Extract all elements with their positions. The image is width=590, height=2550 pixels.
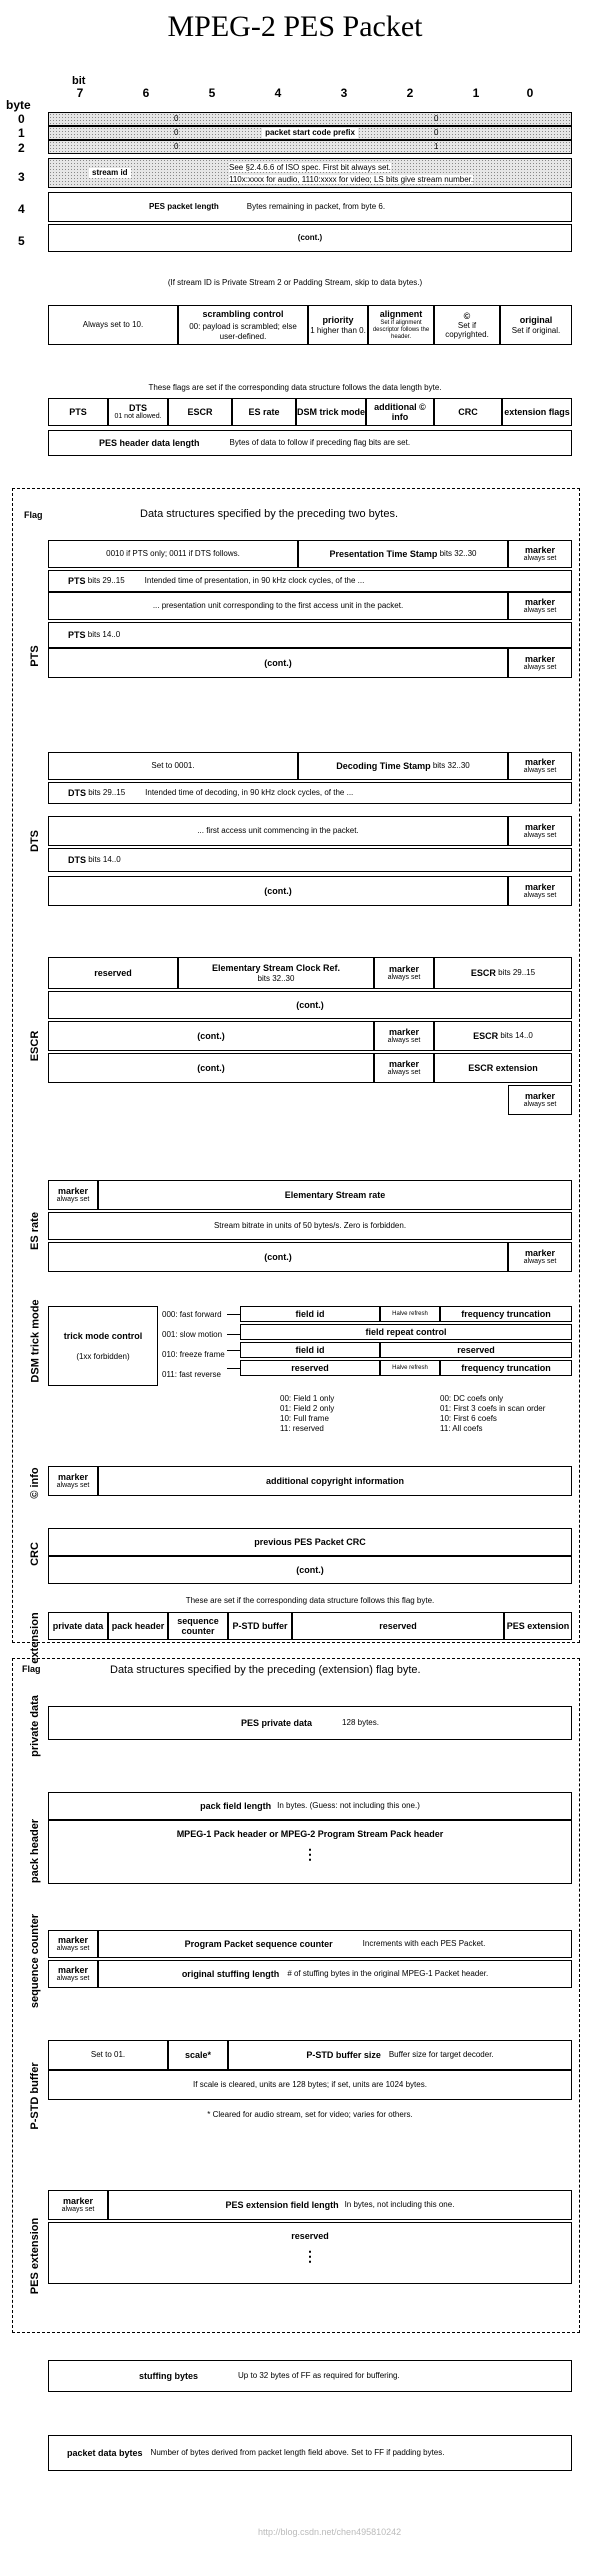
dts-marker-3: marker always set — [508, 876, 572, 906]
copyright-info-marker: marker always set — [48, 1466, 98, 1496]
freq-trunc-2: 10: First 6 coefs — [440, 1414, 497, 1423]
dsm-connector-0 — [227, 1314, 240, 1315]
pts-cont: (cont.) — [48, 648, 508, 678]
panel2-heading: Data structures specified by the preceding (extension) flag byte. — [110, 1664, 421, 1676]
es-rate-marker-2: marker always set — [508, 1242, 572, 1272]
skip-note: (If stream ID is Private Stream 2 or Padding Stream, skip to data bytes.) — [167, 278, 423, 287]
byte-3: 3 — [18, 170, 25, 184]
bit-4: 4 — [274, 86, 282, 100]
dsm-field-repeat: field repeat control — [240, 1324, 572, 1340]
start-code-byte-0: 0 0 — [48, 112, 572, 126]
freq-trunc-1: 01: First 3 coefs in scan order — [440, 1404, 546, 1413]
field-id-2: 10: Full frame — [280, 1414, 329, 1423]
es-rate-label: Elementary Stream rate — [98, 1180, 572, 1210]
bit-6: 6 — [142, 86, 150, 100]
dsm-field-id-2: field id — [240, 1342, 380, 1358]
pack-header-continuation-dots: ⋮ — [303, 1846, 317, 1863]
escr-section-label: ESCR — [29, 1030, 41, 1062]
page-title: MPEG-2 PES Packet — [167, 10, 423, 43]
dts-decoding-cont: ... first access unit commencing in the packet. — [48, 816, 508, 846]
escr-bits-29-15: ESCR bits 29..15 — [434, 957, 572, 989]
dsm-reserved-2: reserved — [240, 1360, 380, 1376]
bit-label: bit — [72, 75, 86, 87]
freq-trunc-3: 11: All coefs — [440, 1424, 483, 1433]
byte-4: 4 — [18, 202, 25, 216]
panel1-heading: Data structures specified by the preceding two bytes. — [140, 508, 399, 520]
dts-prefix: Set to 0001. — [48, 752, 298, 780]
pts-time-stamp-hi: Presentation Time Stamp bits 32..30 — [298, 540, 508, 568]
pstd-buffer-size: P-STD buffer size Buffer size for target decoder. — [228, 2040, 572, 2070]
pack-header-section-label: pack header — [29, 1818, 41, 1884]
pts-section-label: PTS — [29, 645, 41, 667]
escr-cont-1: (cont.) — [48, 991, 572, 1019]
alignment-field: alignment Set if alignment descriptor follows the header. — [368, 305, 434, 345]
pts-marker-1: marker always set — [508, 540, 572, 568]
pes-extension-flag: PES extension — [504, 1612, 572, 1640]
extension-flags-note: These are set if the corresponding data structure follows this flag byte. — [185, 1596, 435, 1605]
bit-3: 3 — [340, 86, 348, 100]
dsm-freq-trunc-1: frequency truncation — [440, 1306, 572, 1322]
escr-cont-2: (cont.) — [48, 1021, 374, 1051]
copyright-info-section-label: © info — [29, 1467, 41, 1499]
pes-packet-length-row: PES packet length Bytes remaining in packet, from byte 6. — [48, 192, 572, 222]
pes-extension-continuation-dots: ⋮ — [303, 2248, 317, 2265]
flags-note: These flags are set if the corresponding data structure follows the data length byte. — [148, 383, 442, 392]
sequence-counter-flag: sequence counter — [168, 1612, 228, 1640]
es-rate-desc: Stream bitrate in units of 50 bytes/s. Zero is forbidden. — [48, 1212, 572, 1240]
additional-copyright-info: additional copyright information — [98, 1466, 572, 1496]
pts-prefix: 0010 if PTS only; 0011 if DTS follows. — [48, 540, 298, 568]
pstd-buffer-size-cont: If scale is cleared, units are 128 bytes; if set, units are 1024 bytes. — [48, 2070, 572, 2100]
escr-reserved: reserved — [48, 957, 178, 989]
pes-extension-reserved: reserved ⋮ — [48, 2222, 572, 2284]
escr-clock-ref: Elementary Stream Clock Ref. bits 32..30 — [178, 957, 374, 989]
dts-bits-29-15: DTS bits 29..15 Intended time of decoding, in 90 kHz clock cycles, of the ... — [48, 782, 572, 804]
dsm-connector-3 — [227, 1368, 240, 1369]
dts-flag: DTS 01 not allowed. — [108, 398, 168, 426]
crc-flag: CRC — [434, 398, 502, 426]
start-code-byte-2: 0 1 — [48, 140, 572, 154]
escr-marker-1: marker always set — [374, 957, 434, 989]
byte-5: 5 — [18, 234, 25, 248]
dts-time-stamp-hi: Decoding Time Stamp bits 32..30 — [298, 752, 508, 780]
original-stuffing-length: original stuffing length # of stuffing bytes in the original MPEG-1 Packet header. — [98, 1960, 572, 1988]
dsm-section-label: DSM trick mode — [29, 1299, 42, 1383]
private-data-section-label: private data — [29, 1695, 41, 1757]
seq-marker-2: marker always set — [48, 1960, 98, 1988]
trick-mode-control: trick mode control (1xx forbidden) — [48, 1306, 158, 1386]
es-rate-cont: (cont.) — [48, 1242, 508, 1272]
es-rate-section-label: ES rate — [29, 1212, 41, 1250]
pstd-scale-note: * Cleared for audio stream, set for video; varies for others. — [207, 2110, 413, 2119]
bit-0: 0 — [526, 86, 534, 100]
dsm-mode-2: 010: freeze frame — [162, 1350, 225, 1359]
dsm-mode-1: 001: slow motion — [162, 1330, 223, 1339]
pes-private-data: PES private data 128 bytes. — [48, 1706, 572, 1740]
dts-marker-2: marker always set — [508, 816, 572, 846]
pes-header-data-length: PES header data length Bytes of data to follow if preceding flag bits are set. — [48, 430, 572, 456]
pesext-marker: marker always set — [48, 2190, 108, 2220]
extension-section-label: extension — [29, 1612, 41, 1664]
dsm-intra-2: Halve refresh — [380, 1360, 440, 1376]
stuffing-bytes: stuffing bytes Up to 32 bytes of FF as required for buffering. — [48, 2360, 572, 2392]
pts-marker-2: marker always set — [508, 592, 572, 620]
always-10-field: Always set to 10. — [48, 305, 178, 345]
pack-header-content: MPEG-1 Pack header or MPEG-2 Program Stream Pack header ⋮ — [48, 1820, 572, 1884]
byte-1: 1 — [18, 126, 25, 140]
es-rate-flag: ES rate — [232, 398, 296, 426]
original-field: original Set if original. — [500, 305, 572, 345]
escr-marker-4: marker always set — [508, 1085, 572, 1115]
dsm-field-id-1: field id — [240, 1306, 380, 1322]
pts-flag: PTS — [48, 398, 108, 426]
pes-extension-section-label: PES extension — [29, 2217, 41, 2295]
stream-id-row: stream id See §2.4.6.6 of ISO spec. First bit always set. 110x:xxxx for audio, 1110:xxxx for video; LS bits give stream number. — [48, 158, 572, 188]
previous-pes-crc: previous PES Packet CRC — [48, 1528, 572, 1556]
priority-field: priority 1 higher than 0. — [308, 305, 368, 345]
sequence-counter-section-label: sequence counter — [29, 1913, 41, 2009]
pstd-set-01: Set to 01. — [48, 2040, 168, 2070]
pstd-buffer-section-label: P-STD buffer — [29, 2062, 41, 2130]
bit-1: 1 — [472, 86, 480, 100]
bit-5: 5 — [208, 86, 216, 100]
pes-extension-field-length: PES extension field length In bytes, not including this one. — [108, 2190, 572, 2220]
dts-bits-14-0: DTS bits 14..0 — [48, 848, 572, 872]
panel2-flag-label: Flag — [22, 1664, 41, 1674]
field-id-0: 00: Field 1 only — [280, 1394, 335, 1403]
dsm-connector-1 — [227, 1334, 240, 1335]
escr-marker-2: marker always set — [374, 1021, 434, 1051]
crc-cont: (cont.) — [48, 1556, 572, 1584]
dts-section-label: DTS — [29, 830, 41, 852]
start-code-byte-1: 0 packet start code prefix 0 — [48, 126, 572, 140]
escr-extension: ESCR extension — [434, 1053, 572, 1083]
dsm-connector-2 — [227, 1350, 240, 1351]
panel1-flag-label: Flag — [24, 510, 43, 520]
dsm-intra-1: Halve refresh — [380, 1306, 440, 1322]
escr-flag: ESCR — [168, 398, 232, 426]
watermark: http://blog.csdn.net/chen495810242 — [258, 2527, 402, 2537]
escr-cont-3: (cont.) — [48, 1053, 374, 1083]
field-id-3: 11: reserved — [280, 1424, 324, 1433]
freq-trunc-0: 00: DC coefs only — [440, 1394, 504, 1403]
bit-2: 2 — [406, 86, 414, 100]
escr-bits-14-0: ESCR bits 14..0 — [434, 1021, 572, 1051]
extension-flags-flag: extension flags — [502, 398, 572, 426]
pes-packet-length-cont: (cont.) — [48, 224, 572, 252]
pstd-scale: scale* — [168, 2040, 228, 2070]
pstd-buffer-flag: P-STD buffer — [228, 1612, 292, 1640]
program-packet-sequence-counter: Program Packet sequence counter Increments with each PES Packet. — [98, 1930, 572, 1958]
pts-marker-3: marker always set — [508, 648, 572, 678]
crc-section-label: CRC — [29, 1542, 41, 1566]
seq-marker-1: marker always set — [48, 1930, 98, 1958]
private-data-flag: private data — [48, 1612, 108, 1640]
byte-2: 2 — [18, 141, 25, 155]
pack-field-length: pack field length In bytes. (Guess: not including this one.) — [48, 1792, 572, 1820]
byte-0: 0 — [18, 112, 25, 126]
pack-header-flag: pack header — [108, 1612, 168, 1640]
dsm-trick-mode-flag: DSM trick mode — [296, 398, 366, 426]
escr-marker-3: marker always set — [374, 1053, 434, 1083]
dsm-freq-trunc-2: frequency truncation — [440, 1360, 572, 1376]
extension-reserved: reserved — [292, 1612, 504, 1640]
pts-presentation-cont: ... presentation unit corresponding to the first access unit in the packet. — [48, 592, 508, 620]
dsm-reserved-1: reserved — [380, 1342, 572, 1358]
es-rate-marker-1: marker always set — [48, 1180, 98, 1210]
packet-data-bytes: packet data bytes Number of bytes derived from packet length field above. Set to FF if padding bytes. — [48, 2435, 572, 2471]
additional-copy-info-flag: additional © info — [366, 398, 434, 426]
pts-bits-29-15: PTS bits 29..15 Intended time of presentation, in 90 kHz clock cycles, of the ... — [48, 570, 572, 592]
dts-marker-1: marker always set — [508, 752, 572, 780]
dts-cont: (cont.) — [48, 876, 508, 906]
dsm-mode-3: 011: fast reverse — [162, 1370, 221, 1379]
scrambling-control-field: scrambling control 00: payload is scrambled; else user-defined. — [178, 305, 308, 345]
pts-bits-14-0: PTS bits 14..0 — [48, 622, 572, 648]
field-id-1: 01: Field 2 only — [280, 1404, 335, 1413]
copyright-field: © Set if copyrighted. — [434, 305, 500, 345]
dsm-mode-0: 000: fast forward — [162, 1310, 222, 1319]
bit-7: 7 — [76, 86, 84, 100]
byte-label: byte — [6, 98, 31, 112]
